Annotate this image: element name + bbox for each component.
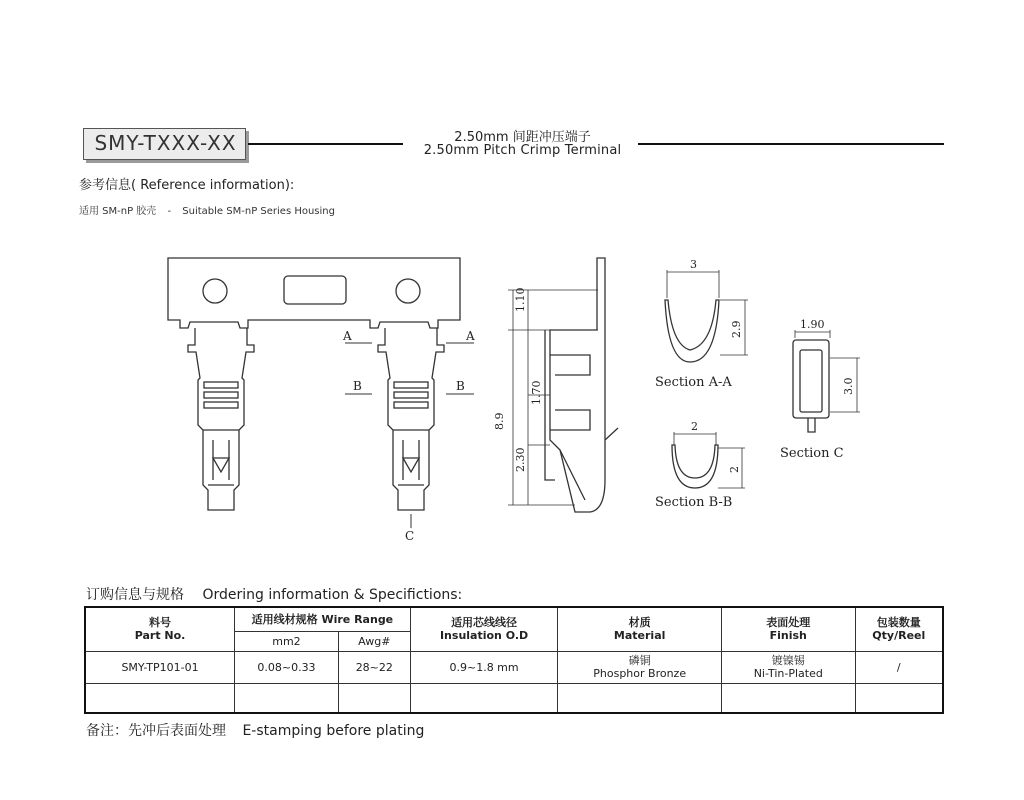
housing-en: Suitable SM-nP Series Housing bbox=[182, 206, 335, 217]
note-en: E-stamping before plating bbox=[242, 723, 425, 739]
spec-table bbox=[84, 606, 944, 714]
carrier-strip bbox=[168, 258, 460, 328]
section-bb-label: Section B-B bbox=[655, 495, 733, 510]
table-row bbox=[85, 651, 943, 683]
header-qty: 包装数量 Qty/Reel bbox=[855, 607, 943, 651]
cut-mark-c: C bbox=[405, 529, 415, 543]
title-cn: 2.50mm 间距冲压端子 bbox=[454, 130, 591, 145]
note-cn: 备注：先冲后表面处理 bbox=[86, 723, 226, 739]
cell-insulation: 0.9~1.8 mm bbox=[410, 651, 558, 683]
cut-mark-b-right: B bbox=[456, 379, 465, 393]
header-mm2: mm2 bbox=[235, 631, 339, 651]
cell-material: 磷铜 Phosphor Bronze bbox=[558, 651, 722, 683]
section-c-shape bbox=[793, 340, 829, 432]
housing-cn: 适用 SM-nP 胶壳 bbox=[79, 206, 157, 217]
cell-qty: / bbox=[855, 651, 943, 683]
section-aa-label: Section A-A bbox=[655, 375, 732, 390]
reference-heading: 参考信息( Reference information): bbox=[79, 178, 295, 193]
header-material: 材质 Material bbox=[558, 607, 722, 651]
side-dim-1-10: 1.10 bbox=[514, 287, 527, 312]
title-en: 2.50mm Pitch Crimp Terminal bbox=[423, 143, 622, 158]
strip-slot bbox=[284, 276, 346, 304]
terminal-right bbox=[378, 328, 444, 510]
ordering-heading-en: Ordering information & Specifictions: bbox=[202, 587, 463, 603]
side-dim-8-9: 8.9 bbox=[493, 412, 506, 430]
section-aa-shape bbox=[665, 300, 719, 362]
pilot-hole-left bbox=[203, 279, 227, 303]
section-c-width: 1.90 bbox=[800, 318, 825, 331]
section-bb-shape bbox=[672, 445, 718, 488]
housing-separator: - bbox=[167, 206, 172, 217]
header-part-no: 料号 Part No. bbox=[85, 607, 235, 651]
table-row-empty bbox=[85, 683, 943, 713]
side-dim-2-30: 2.30 bbox=[514, 447, 527, 472]
section-c-label: Section C bbox=[780, 446, 844, 461]
side-view bbox=[545, 258, 618, 512]
cut-mark-b-left: B bbox=[353, 379, 362, 393]
cell-finish: 镀镍锡 Ni-Tin-Plated bbox=[721, 651, 855, 683]
part-code: SMY-TXXX-XX bbox=[94, 131, 237, 155]
ordering-heading-cn: 订购信息与规格 bbox=[86, 587, 184, 603]
ordering-heading bbox=[86, 584, 462, 604]
cut-mark-a-right: A bbox=[466, 329, 475, 343]
cut-mark-a-left: A bbox=[343, 329, 352, 343]
section-bb-width: 2 bbox=[691, 420, 698, 433]
pilot-hole-right bbox=[396, 279, 420, 303]
header-wire-range: 适用线材规格 Wire Range bbox=[235, 607, 411, 631]
terminal-left bbox=[188, 328, 254, 510]
header-awg: Awg# bbox=[338, 631, 410, 651]
section-aa-width: 3 bbox=[690, 258, 697, 271]
section-c-height: 3.0 bbox=[842, 377, 855, 395]
note bbox=[86, 720, 424, 740]
cell-part: SMY-TP101-01 bbox=[85, 651, 235, 683]
section-aa-height: 2.9 bbox=[730, 320, 743, 338]
section-bb-height: 2 bbox=[728, 466, 741, 473]
cell-mm2: 0.08~0.33 bbox=[235, 651, 339, 683]
side-dim-1-70: 1.70 bbox=[530, 380, 543, 405]
header-finish: 表面处理 Finish bbox=[721, 607, 855, 651]
cell-awg: 28~22 bbox=[338, 651, 410, 683]
header-insulation: 适用芯线线径 Insulation O.D bbox=[410, 607, 558, 651]
